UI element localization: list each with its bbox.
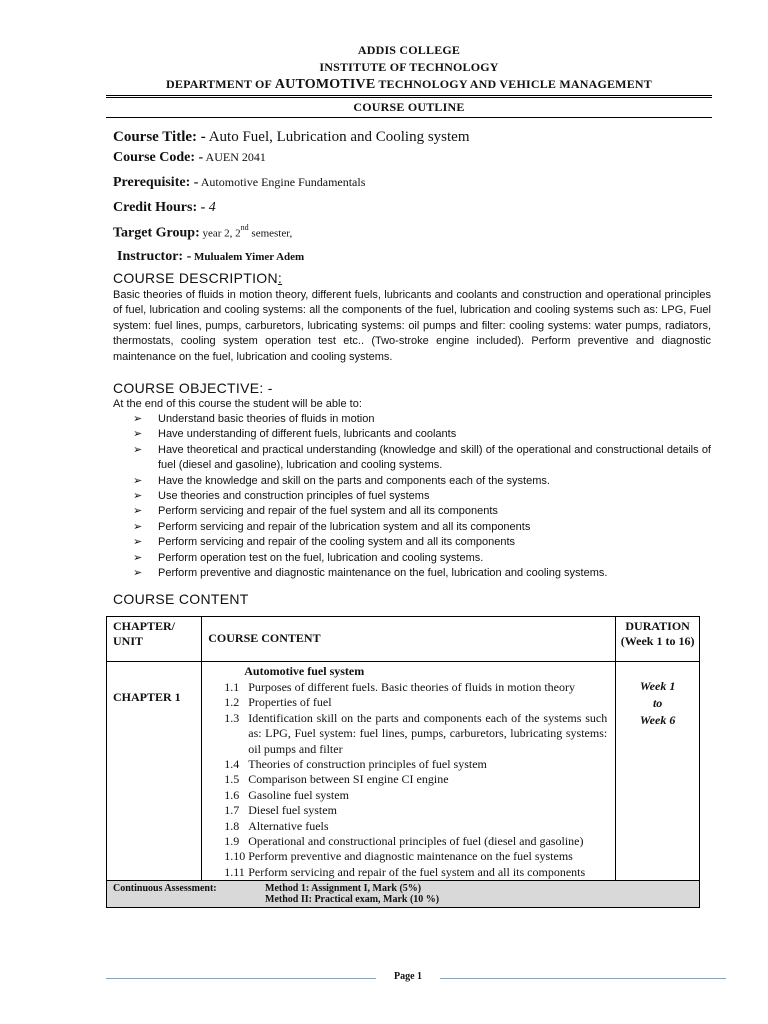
- bullet-arrow-icon: ➢: [133, 474, 143, 487]
- target-group-value-b: semester,: [248, 227, 293, 240]
- footer-rule-right: [440, 978, 726, 979]
- objective-item: ➢ Perform servicing and repair of the fuel system and all its components: [133, 504, 711, 519]
- topic-item: 1.8 Alternative fuels: [224, 818, 329, 833]
- department-prefix: DEPARTMENT OF: [166, 77, 275, 91]
- table-row: [107, 662, 700, 881]
- target-group-label: Target Group:: [113, 225, 200, 241]
- bullet-arrow-icon: ➢: [133, 567, 143, 580]
- title-divider: [106, 117, 712, 118]
- course-title-row: [113, 128, 470, 146]
- objective-item: ➢ Perform servicing and repair of the lubrication system and all its components: [133, 520, 711, 535]
- objective-item: ➢ Understand basic theories of fluids in motion: [133, 412, 711, 427]
- objective-intro: At the end of this course the student will be able to:: [113, 398, 362, 410]
- department-name: [106, 77, 712, 93]
- description-heading: [113, 270, 282, 286]
- credit-hours-value: 4: [205, 200, 216, 215]
- duration-start: Week 1: [639, 679, 676, 693]
- target-group-sup: nd: [240, 223, 249, 232]
- topic-item: 1.10 Perform preventive and diagnostic maintenance on the fuel systems: [224, 849, 573, 864]
- description-text: Basic theories of fluids in motion theory, different fuels, lubricants and coolants and construction and operational principles of fuel, lubrication and cooling systems: all the components of the fuel, lubrication and cooling systems such as: LPG, Fuel system: fuel lines, pumps, carburetors, lubricating systems: oil pumps and filter: cooling systems: water pumps, radiators, thermostats, cooling system operation test etc.. (Two-stroke engine included). Perform preventive and diagnostic maintenance on the fuel, lubrication and cooling systems.: [113, 289, 711, 363]
- assessment-method-1: Method 1: Assignment I, Mark (5%): [265, 883, 422, 895]
- col-header-content: COURSE CONTENT: [202, 617, 616, 662]
- col-header-chapter: CHAPTER/ UNIT: [107, 617, 202, 662]
- course-code-label: Course Code: -: [113, 150, 204, 165]
- chapter-section-title: Automotive fuel system: [244, 664, 365, 678]
- credit-hours-row: [113, 198, 216, 216]
- instructor-value: Mulualem Yimer Adem: [191, 251, 305, 263]
- prerequisite-value: Automotive Engine Fundamentals: [198, 175, 366, 189]
- objective-list: [133, 412, 711, 581]
- bullet-arrow-icon: ➢: [133, 413, 143, 425]
- topic-item: 1.11 Perform servicing and repair of the fuel system and all its components: [224, 864, 586, 879]
- topic-item: 1.7 Diesel fuel system: [224, 803, 337, 818]
- assessment-row: [107, 881, 700, 908]
- content-heading: COURSE CONTENT: [113, 591, 249, 607]
- course-code-row: [113, 148, 266, 166]
- duration-cell: [616, 662, 700, 881]
- assessment-cell: [107, 881, 700, 908]
- topic-item: 1.2 Properties of fuel: [224, 695, 332, 710]
- credit-hours-label: Credit Hours: -: [113, 200, 206, 215]
- objective-item: ➢ Have understanding of different fuels, lubricants and coolants: [133, 427, 711, 442]
- objective-item: ➢ Use theories and construction principles of fuel systems: [133, 489, 711, 504]
- bullet-arrow-icon: ➢: [133, 536, 143, 549]
- duration-end: Week 6: [639, 713, 676, 727]
- description-heading-text: COURSE DESCRIPTION: [113, 270, 278, 286]
- topic-item: 1.9 Operational and constructional principles of fuel (diesel and gasoline): [224, 834, 584, 849]
- instructor-label: Instructor: -: [117, 249, 192, 264]
- objective-item: ➢ Perform operation test on the fuel, lubrication and cooling systems.: [133, 551, 711, 566]
- chapter-cell: CHAPTER 1: [107, 662, 202, 881]
- topic-item: 1.4 Theories of construction principles of fuel system: [224, 757, 487, 772]
- assessment-method-2: Method II: Practical exam, Mark (10 %): [265, 894, 440, 906]
- prerequisite-row: [113, 173, 365, 191]
- topic-item: 1.1 Purposes of different fuels. Basic theories of fluids in motion theory: [224, 680, 575, 694]
- bullet-arrow-icon: ➢: [133, 551, 143, 564]
- header-divider: [106, 95, 712, 98]
- target-group-value-a: year 2, 2: [199, 227, 241, 240]
- topic-item: 1.6 Gasoline fuel system: [224, 787, 349, 802]
- objective-heading: [113, 380, 273, 396]
- objective-item: ➢ Perform servicing and repair of the cooling system and all its components: [133, 535, 711, 550]
- course-title-label: Course Title: -: [113, 129, 206, 145]
- duration-to: to: [652, 696, 663, 710]
- topic-item: 1.3 Identification skill on the parts and components each of the systems such as: LPG, Fuel system: fuel lines, pumps, carburetors, lubricating systems: oil pumps and filter: [224, 710, 608, 756]
- objective-item: ➢ Have theoretical and practical understanding (knowledge and skill) of the operational and constructional details of fuel (diesel and gasoline), lubrication and cooling systems.: [133, 443, 711, 472]
- col-header-duration: DURATION (Week 1 to 16): [616, 617, 700, 662]
- institute-name: INSTITUTE OF TECHNOLOGY: [319, 60, 499, 74]
- page-number: Page 1: [393, 971, 423, 982]
- topic-item: 1.5 Comparison between SI engine CI engine: [224, 772, 449, 787]
- prerequisite-label: Prerequisite: -: [113, 175, 199, 190]
- course-content-table: [106, 616, 700, 908]
- bullet-arrow-icon: ➢: [133, 443, 143, 456]
- table-header-row: [107, 617, 700, 662]
- bullet-arrow-icon: ➢: [133, 505, 143, 518]
- target-group-row: [113, 223, 292, 241]
- description-heading-colon: :: [277, 270, 283, 286]
- objective-heading-text: COURSE OBJECTIVE: [113, 380, 260, 396]
- assessment-label: Continuous Assessment:: [113, 883, 217, 895]
- footer-rule-left: [106, 978, 376, 979]
- course-code-value: AUEN 2041: [203, 150, 266, 164]
- department-mid: AUTOMOTIVE: [274, 77, 376, 92]
- college-name: ADDIS COLLEGE: [357, 43, 461, 57]
- document-title: COURSE OUTLINE: [353, 100, 465, 114]
- course-title-value: Auto Fuel, Lubrication and Cooling system: [205, 129, 470, 145]
- objective-heading-suffix: : -: [259, 380, 273, 396]
- bullet-arrow-icon: ➢: [133, 520, 143, 533]
- instructor-row: [117, 247, 304, 265]
- bullet-arrow-icon: ➢: [133, 428, 143, 441]
- objective-item: ➢ Perform preventive and diagnostic maintenance on the fuel, lubrication and cooling systems.: [133, 566, 711, 581]
- department-suffix: TECHNOLOGY AND VEHICLE MANAGEMENT: [375, 77, 652, 91]
- content-cell: [202, 662, 616, 881]
- objective-item: ➢ Have the knowledge and skill on the parts and components each of the systems.: [133, 474, 711, 489]
- bullet-arrow-icon: ➢: [133, 490, 143, 503]
